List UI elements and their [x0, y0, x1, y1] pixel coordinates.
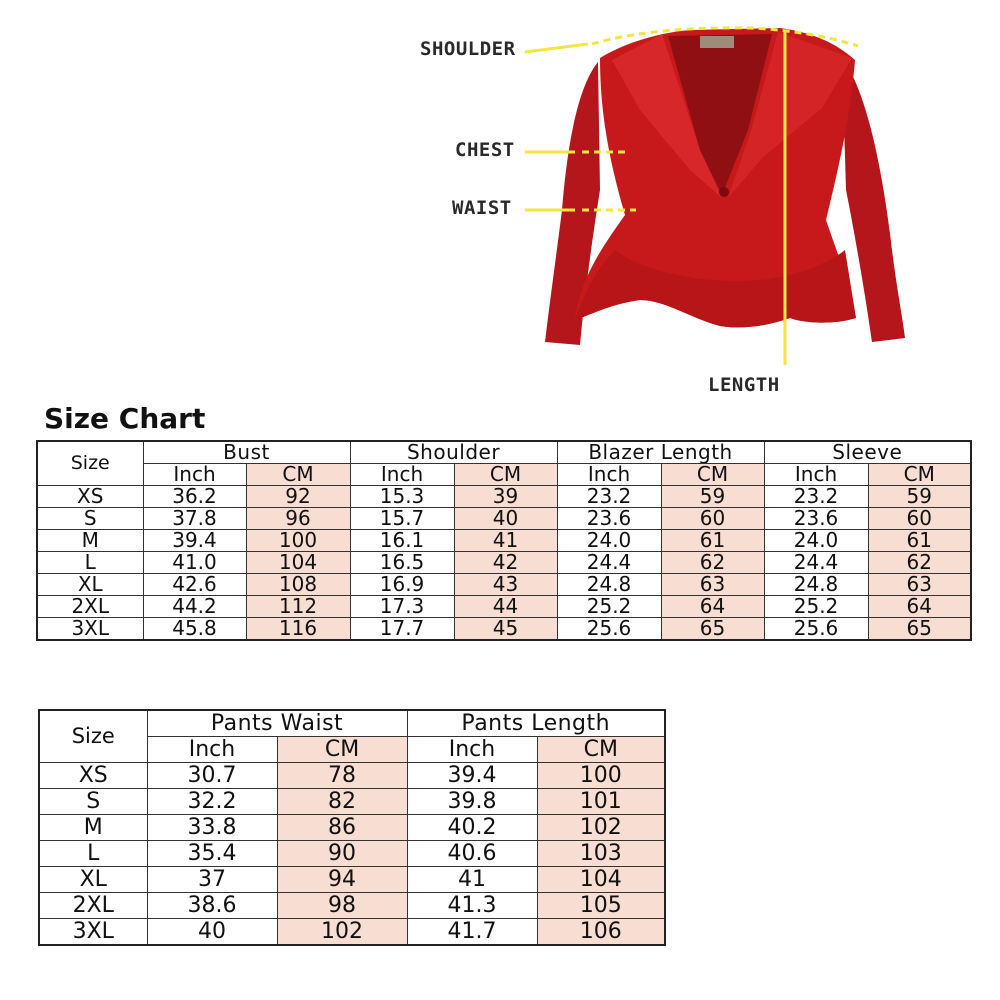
table-row: [37, 486, 971, 508]
inch-value-cell: 39.8: [407, 789, 537, 815]
size-cell: L: [37, 552, 143, 574]
inch-value-cell: 15.7: [350, 508, 454, 530]
cm-value-cell: 62: [661, 552, 764, 574]
cm-value-cell: 45: [454, 618, 557, 641]
table-row: [37, 618, 971, 641]
cm-value-cell: 42: [454, 552, 557, 574]
group-header-shoulder: Shoulder: [350, 441, 557, 464]
cm-value-cell: 96: [246, 508, 350, 530]
cm-value-cell: 64: [868, 596, 971, 618]
bottom-size-table: [38, 709, 666, 946]
inch-value-cell: 37: [147, 867, 277, 893]
cm-value-cell: 105: [537, 893, 665, 919]
inch-value-cell: 37.8: [143, 508, 246, 530]
unit-header-inch: Inch: [143, 464, 246, 486]
table-row: [37, 552, 971, 574]
inch-value-cell: 23.2: [764, 486, 868, 508]
inch-value-cell: 33.8: [147, 815, 277, 841]
unit-header-cm: CM: [868, 464, 971, 486]
unit-header-cm: CM: [537, 737, 665, 763]
blazer-tag: [700, 36, 734, 48]
top-table-group-header-row: [37, 441, 971, 464]
inch-value-cell: 41: [407, 867, 537, 893]
cm-value-cell: 90: [277, 841, 407, 867]
cm-value-cell: 41: [454, 530, 557, 552]
cm-value-cell: 108: [246, 574, 350, 596]
length-label: LENGTH: [708, 374, 780, 396]
inch-value-cell: 16.5: [350, 552, 454, 574]
cm-value-cell: 61: [661, 530, 764, 552]
cm-value-cell: 103: [537, 841, 665, 867]
inch-value-cell: 25.6: [764, 618, 868, 641]
inch-value-cell: 24.8: [764, 574, 868, 596]
cm-value-cell: 112: [246, 596, 350, 618]
table-row: [37, 508, 971, 530]
table-row: [39, 763, 665, 789]
table-row: [39, 789, 665, 815]
table-row: [37, 574, 971, 596]
unit-header-inch: Inch: [407, 737, 537, 763]
table-row: [39, 893, 665, 919]
unit-header-cm: CM: [661, 464, 764, 486]
table-row: [37, 596, 971, 618]
shoulder-guide: [525, 44, 588, 52]
cm-value-cell: 65: [868, 618, 971, 641]
cm-value-cell: 59: [661, 486, 764, 508]
size-cell: M: [39, 815, 147, 841]
cm-value-cell: 106: [537, 919, 665, 946]
inch-value-cell: 41.0: [143, 552, 246, 574]
cm-value-cell: 102: [277, 919, 407, 946]
cm-value-cell: 39: [454, 486, 557, 508]
inch-value-cell: 30.7: [147, 763, 277, 789]
size-column-header: Size: [39, 710, 147, 763]
cm-value-cell: 98: [277, 893, 407, 919]
top-table-body: [37, 486, 971, 641]
inch-value-cell: 45.8: [143, 618, 246, 641]
inch-value-cell: 39.4: [407, 763, 537, 789]
top-table-unit-header-row: [37, 464, 971, 486]
group-header-pants-waist: Pants Waist: [147, 710, 407, 737]
size-cell: XL: [37, 574, 143, 596]
inch-value-cell: 41.3: [407, 893, 537, 919]
table-row: [39, 815, 665, 841]
cm-value-cell: 78: [277, 763, 407, 789]
inch-value-cell: 39.4: [143, 530, 246, 552]
cm-value-cell: 104: [246, 552, 350, 574]
inch-value-cell: 15.3: [350, 486, 454, 508]
table-row: [39, 841, 665, 867]
size-cell: S: [39, 789, 147, 815]
inch-value-cell: 35.4: [147, 841, 277, 867]
unit-header-inch: Inch: [764, 464, 868, 486]
size-cell: XS: [37, 486, 143, 508]
unit-header-inch: Inch: [557, 464, 661, 486]
inch-value-cell: 40.2: [407, 815, 537, 841]
group-header-sleeve: Sleeve: [764, 441, 971, 464]
unit-header-cm: CM: [277, 737, 407, 763]
inch-value-cell: 40.6: [407, 841, 537, 867]
unit-header-inch: Inch: [350, 464, 454, 486]
cm-value-cell: 60: [661, 508, 764, 530]
cm-value-cell: 40: [454, 508, 557, 530]
size-cell: 2XL: [37, 596, 143, 618]
cm-value-cell: 63: [868, 574, 971, 596]
size-cell: XS: [39, 763, 147, 789]
cm-value-cell: 92: [246, 486, 350, 508]
inch-value-cell: 44.2: [143, 596, 246, 618]
inch-value-cell: 24.0: [557, 530, 661, 552]
cm-value-cell: 63: [661, 574, 764, 596]
cm-value-cell: 62: [868, 552, 971, 574]
cm-value-cell: 104: [537, 867, 665, 893]
inch-value-cell: 16.9: [350, 574, 454, 596]
size-cell: L: [39, 841, 147, 867]
waist-label: WAIST: [452, 197, 512, 219]
group-header-pants-length: Pants Length: [407, 710, 665, 737]
table-row: [37, 530, 971, 552]
inch-value-cell: 23.2: [557, 486, 661, 508]
inch-value-cell: 17.7: [350, 618, 454, 641]
blazer-button: [719, 187, 729, 197]
shoulder-label: SHOULDER: [420, 38, 516, 60]
inch-value-cell: 24.0: [764, 530, 868, 552]
inch-value-cell: 25.2: [557, 596, 661, 618]
group-header-bust: Bust: [143, 441, 350, 464]
cm-value-cell: 43: [454, 574, 557, 596]
size-cell: M: [37, 530, 143, 552]
cm-value-cell: 60: [868, 508, 971, 530]
bottom-table-body: [39, 763, 665, 946]
cm-value-cell: 86: [277, 815, 407, 841]
inch-value-cell: 16.1: [350, 530, 454, 552]
unit-header-inch: Inch: [147, 737, 277, 763]
inch-value-cell: 23.6: [557, 508, 661, 530]
table-row: [39, 867, 665, 893]
inch-value-cell: 32.2: [147, 789, 277, 815]
top-size-table: [36, 440, 972, 641]
inch-value-cell: 24.4: [764, 552, 868, 574]
cm-value-cell: 64: [661, 596, 764, 618]
inch-value-cell: 24.8: [557, 574, 661, 596]
cm-value-cell: 44: [454, 596, 557, 618]
cm-value-cell: 61: [868, 530, 971, 552]
cm-value-cell: 82: [277, 789, 407, 815]
inch-value-cell: 36.2: [143, 486, 246, 508]
inch-value-cell: 24.4: [557, 552, 661, 574]
cm-value-cell: 65: [661, 618, 764, 641]
measurement-illustration: [0, 0, 1000, 400]
group-header-blazer-length: Blazer Length: [557, 441, 764, 464]
unit-header-cm: CM: [454, 464, 557, 486]
size-cell: XL: [39, 867, 147, 893]
size-chart-title: Size Chart: [44, 402, 206, 435]
table-row: [39, 919, 665, 946]
cm-value-cell: 100: [246, 530, 350, 552]
inch-value-cell: 25.6: [557, 618, 661, 641]
inch-value-cell: 25.2: [764, 596, 868, 618]
unit-header-cm: CM: [246, 464, 350, 486]
cm-value-cell: 116: [246, 618, 350, 641]
bottom-table-group-header-row: [39, 710, 665, 737]
chest-label: CHEST: [455, 139, 515, 161]
cm-value-cell: 101: [537, 789, 665, 815]
inch-value-cell: 38.6: [147, 893, 277, 919]
size-cell: 3XL: [37, 618, 143, 641]
inch-value-cell: 41.7: [407, 919, 537, 946]
cm-value-cell: 59: [868, 486, 971, 508]
inch-value-cell: 40: [147, 919, 277, 946]
inch-value-cell: 17.3: [350, 596, 454, 618]
size-cell: 3XL: [39, 919, 147, 946]
inch-value-cell: 23.6: [764, 508, 868, 530]
size-cell: 2XL: [39, 893, 147, 919]
inch-value-cell: 42.6: [143, 574, 246, 596]
cm-value-cell: 102: [537, 815, 665, 841]
cm-value-cell: 100: [537, 763, 665, 789]
size-cell: S: [37, 508, 143, 530]
size-column-header: Size: [37, 441, 143, 486]
cm-value-cell: 94: [277, 867, 407, 893]
